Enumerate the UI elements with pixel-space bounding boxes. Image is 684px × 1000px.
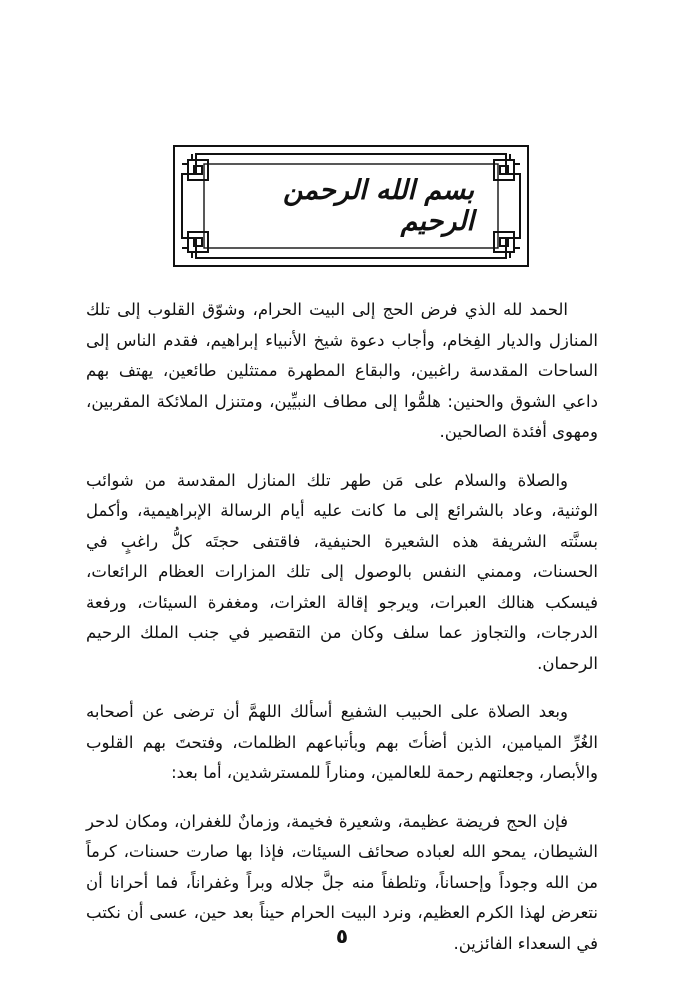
paragraph-4: فإن الحج فريضة عظيمة، وشعيرة فخيمة، وزمانٌ للغفران، ومكان لدحر الشيطان، يمحو الله لعباده صحائف السيئات، فإذا بها صارت حسنات، كرماً من الله وجوداً وإحساناً، وتلطفاً منه جلَّ جلاله وبراً وغفراناً، فما أحرانا أن نتعرض لهذا الكرم العظيم، ونرد البيت الحرام حيناً بعد حين، عسى أن نكتب في السعداء الفائزين. (86, 811, 598, 953)
page-number: ٥ (335, 924, 349, 948)
body-text (86, 295, 598, 977)
paragraph-3: وبعد الصلاة على الحبيب الشفيع أسألك اللهمَّ أن ترضى عن أصحابه الغُرِّ الميامين، الذين أضأتَ بهم وبأتباعهم الظلمات، وفتحتَ بهم القلوب والأبصار، وجعلتهم رحمة للعالمين، ومناراً للمسترشدين، أما بعد: (86, 702, 598, 782)
basmala-frame (168, 140, 534, 272)
paragraph-2: والصلاة والسلام على مَن طهر تلك المنازل المقدسة من شوائب الوثنية، وعاد بالشرائع إلى ما كانت عليه أيام الرسالة الإبراهيمية، وأكمل بسنَّته الشريفة هذه الشعيرة الحنيفية، فاقتفى حجتَه كلُّ راغبٍ في الحسنات، وممني النفس بالوصول إلى تلك المزارات العظام الرائعات، فيسكب هنالك العبرات، ويرجو إقالة العثرات، ومغفرة السيئات، ورفعة الدرجات، والتجاوز عما سلف وكان من التقصير في جنب الملك الرحيم الرحمان. (86, 470, 598, 673)
basmala-calligraphy: بسم الله الرحمن الرحيم (283, 175, 474, 237)
paragraph-1: الحمد لله الذي فرض الحج إلى البيت الحرام، وشوّق القلوب إلى تلك المنازل والديار الفِخام، وأجاب دعوة شيخ الأنبياء إبراهيم، فقدم الناس إلى الساحات المقدسة راغبين، والبقاع المطهرة ممتثلين طائعين، يهتف بهم داعي الشوق والحنين: هلمُّوا إلى مطاف النبيِّين، ومتنزل الملائكة المقربين، ومهوى أفئدة الصالحين. (86, 300, 598, 441)
